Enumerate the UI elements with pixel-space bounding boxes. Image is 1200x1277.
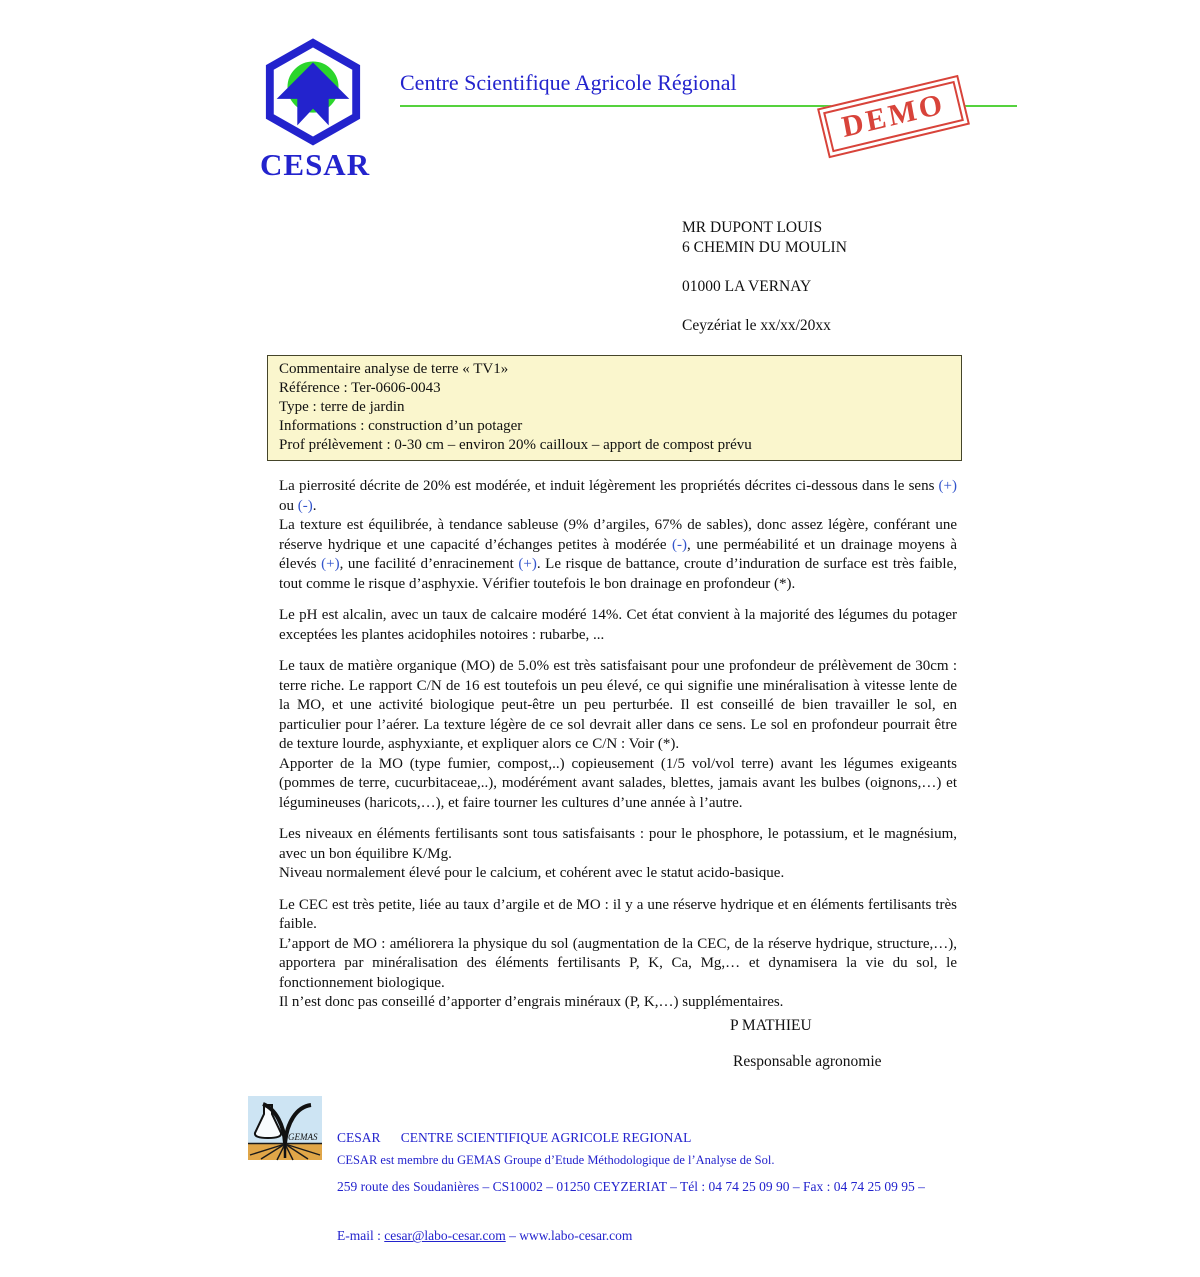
signature-block: [730, 1017, 882, 1071]
footer-member-line: CESAR est membre du GEMAS Groupe d’Etude Méthodologique de l’Analyse de Sol.: [337, 1153, 775, 1167]
text-run: .: [312, 497, 317, 514]
sentence-pierrosite: [279, 477, 957, 516]
paragraph-fertilisants: [279, 825, 957, 884]
footer-contact-block: [337, 1097, 925, 1277]
minus-marker: (-): [297, 497, 313, 514]
cesar-logo-text: CESAR: [260, 147, 371, 182]
page-title: Centre Scientifique Agricole Régional: [400, 70, 737, 95]
email-label: E-mail :: [337, 1228, 385, 1244]
sentence-texture: [279, 516, 957, 594]
paragraph-ph: [279, 606, 957, 645]
sentence-ph: Le pH est alcalin, avec un taux de calcaire modéré 14%. Cet état convient à la majorité des légumes du potager exceptées les plantes acidophiles notoires : rubarbe, ...: [279, 607, 957, 643]
signature-role: Responsable agronomie: [733, 1053, 882, 1070]
text-run: , une perméabilité et un drainage moyens à élevés: [279, 536, 958, 572]
demo-stamp: [817, 75, 970, 159]
plus-marker: (+): [518, 556, 537, 572]
sentence-mo: Le taux de matière organique (MO) de 5.0% est très satisfaisant pour une profondeur de prélèvement de 30cm : terre riche. Le rapport C/N de 16 est toutefois un peu élevé, ce qui signifie une minéralisation à vitesse lente de la MO, et une activité biologique peut-être un peu perturbée. Il est conseillé de bien travailler le sol, en particulier pour l’aérer. La texture légère de ce sol devrait aller dans ce sens. Le sol en profondeur pourrait être de texture lourde, asphyxiante, et expliquer alors ce C/N : Voir (*).: [279, 658, 957, 752]
info-box-line-reference: Référence : Ter-0606-0043: [279, 380, 441, 396]
info-box-line-title: Commentaire analyse de terre « TV1»: [279, 361, 509, 377]
analysis-info-box: [267, 355, 962, 461]
text-run: , une facilité d’enracinement: [339, 556, 519, 572]
demo-stamp-frame: [823, 81, 964, 152]
text-run: . Le risque de battance, croute d’induration de surface est très faible, tout comme le risque d’asphyxie. Vérifier toutefois le bon drainage en profondeur (*).: [279, 556, 958, 592]
sentence-cec: Le CEC est très petite, liée au taux d’argile et de MO : il y a une réserve hydrique et en éléments fertilisants très faible.: [279, 896, 957, 932]
info-box-line-informations: Informations : construction d’un potager: [279, 418, 523, 434]
info-box-line-type: Type : terre de jardin: [279, 399, 405, 415]
cesar-logo: [260, 38, 371, 182]
text-run: La pierrosité décrite de 20% est modérée, et induit légèrement les propriétés décrites ci-dessous dans le sens: [279, 478, 939, 494]
plus-marker: (+): [938, 478, 957, 494]
plus-marker: (+): [321, 556, 340, 572]
recipient-name: MR DUPONT LOUIS: [682, 219, 823, 236]
email-link[interactable]: cesar@labo-cesar.com: [384, 1228, 506, 1244]
recipient-street: 6 CHEMIN DU MOULIN: [682, 239, 847, 256]
text-run: La texture est équilibrée, à tendance sableuse (9% d’argiles, 67% de sables), donc assez légère, conférant une réserve hydrique et une capacité d’échanges petites à modérée: [279, 517, 957, 553]
paragraph-cec: [279, 896, 957, 1013]
gemas-logo: [248, 1096, 322, 1165]
paragraph-pierrosite-texture: [279, 477, 957, 594]
sentence-niveaux: Les niveaux en éléments fertilisants sont tous satisfaisants : pour le phosphore, le potassium, et le magnésium, avec un bon équilibre K/Mg.: [279, 826, 957, 862]
gemas-logo-icon: [248, 1096, 322, 1160]
sentence-apport-mo: Apporter de la MO (type fumier, compost,..) copieusement (1/5 vol/vol terre) avant les légumes exigeants (pommes de terre, cucurbitaceae,..), modérément avant salades, blettes, jamais avant les bulbes (oignons,…) et légumineuses (haricots,…), et faire tourner les cultures d’une année à l’autre.: [279, 755, 957, 811]
sentence-calcium: Niveau normalement élevé pour le calcium, et cohérent avec le statut acido-basique.: [279, 865, 785, 881]
website-text: – www.labo-cesar.com: [505, 1228, 633, 1244]
minus-marker: (-): [672, 536, 688, 553]
recipient-city: 01000 LA VERNAY: [682, 278, 812, 295]
signature-name: P MATHIEU: [730, 1017, 812, 1034]
sentence-engrais: Il n’est donc pas conseillé d’apporter d’engrais minéraux (P, K,…) supplémentaires.: [279, 994, 784, 1010]
gemas-logo-label: GEMAS: [288, 1132, 318, 1142]
letter-date: Ceyzériat le xx/xx/20xx: [682, 317, 831, 334]
footer-email-line: [337, 1228, 925, 1244]
letter-body: [279, 477, 957, 1025]
footer-address-line: 259 route des Soudanières – CS10002 – 01250 CEYZERIAT – Tél : 04 74 25 09 90 – Fax : 04 74 25 09 95 –: [337, 1179, 925, 1195]
cesar-logo-icon: [261, 38, 365, 142]
paragraph-matiere-organique: [279, 657, 957, 813]
info-box-line-profondeur: Prof prélèvement : 0-30 cm – environ 20% cailloux – apport de compost prévu: [279, 437, 752, 453]
demo-stamp-text: DEMO: [839, 86, 948, 145]
sentence-apport: L’apport de MO : améliorera la physique du sol (augmentation de la CEC, de la réserve hydrique, structure,…), apportera par minéralisation des éléments fertilisants P, K, Ca, Mg,… et dynamisera la vie du sol, le fonctionnement biologique.: [279, 935, 957, 991]
recipient-block: [682, 218, 847, 336]
text-run: ou: [279, 497, 298, 514]
footer-company-line: CESAR CENTRE SCIENTIFIQUE AGRICOLE REGIONAL: [337, 1129, 692, 1145]
